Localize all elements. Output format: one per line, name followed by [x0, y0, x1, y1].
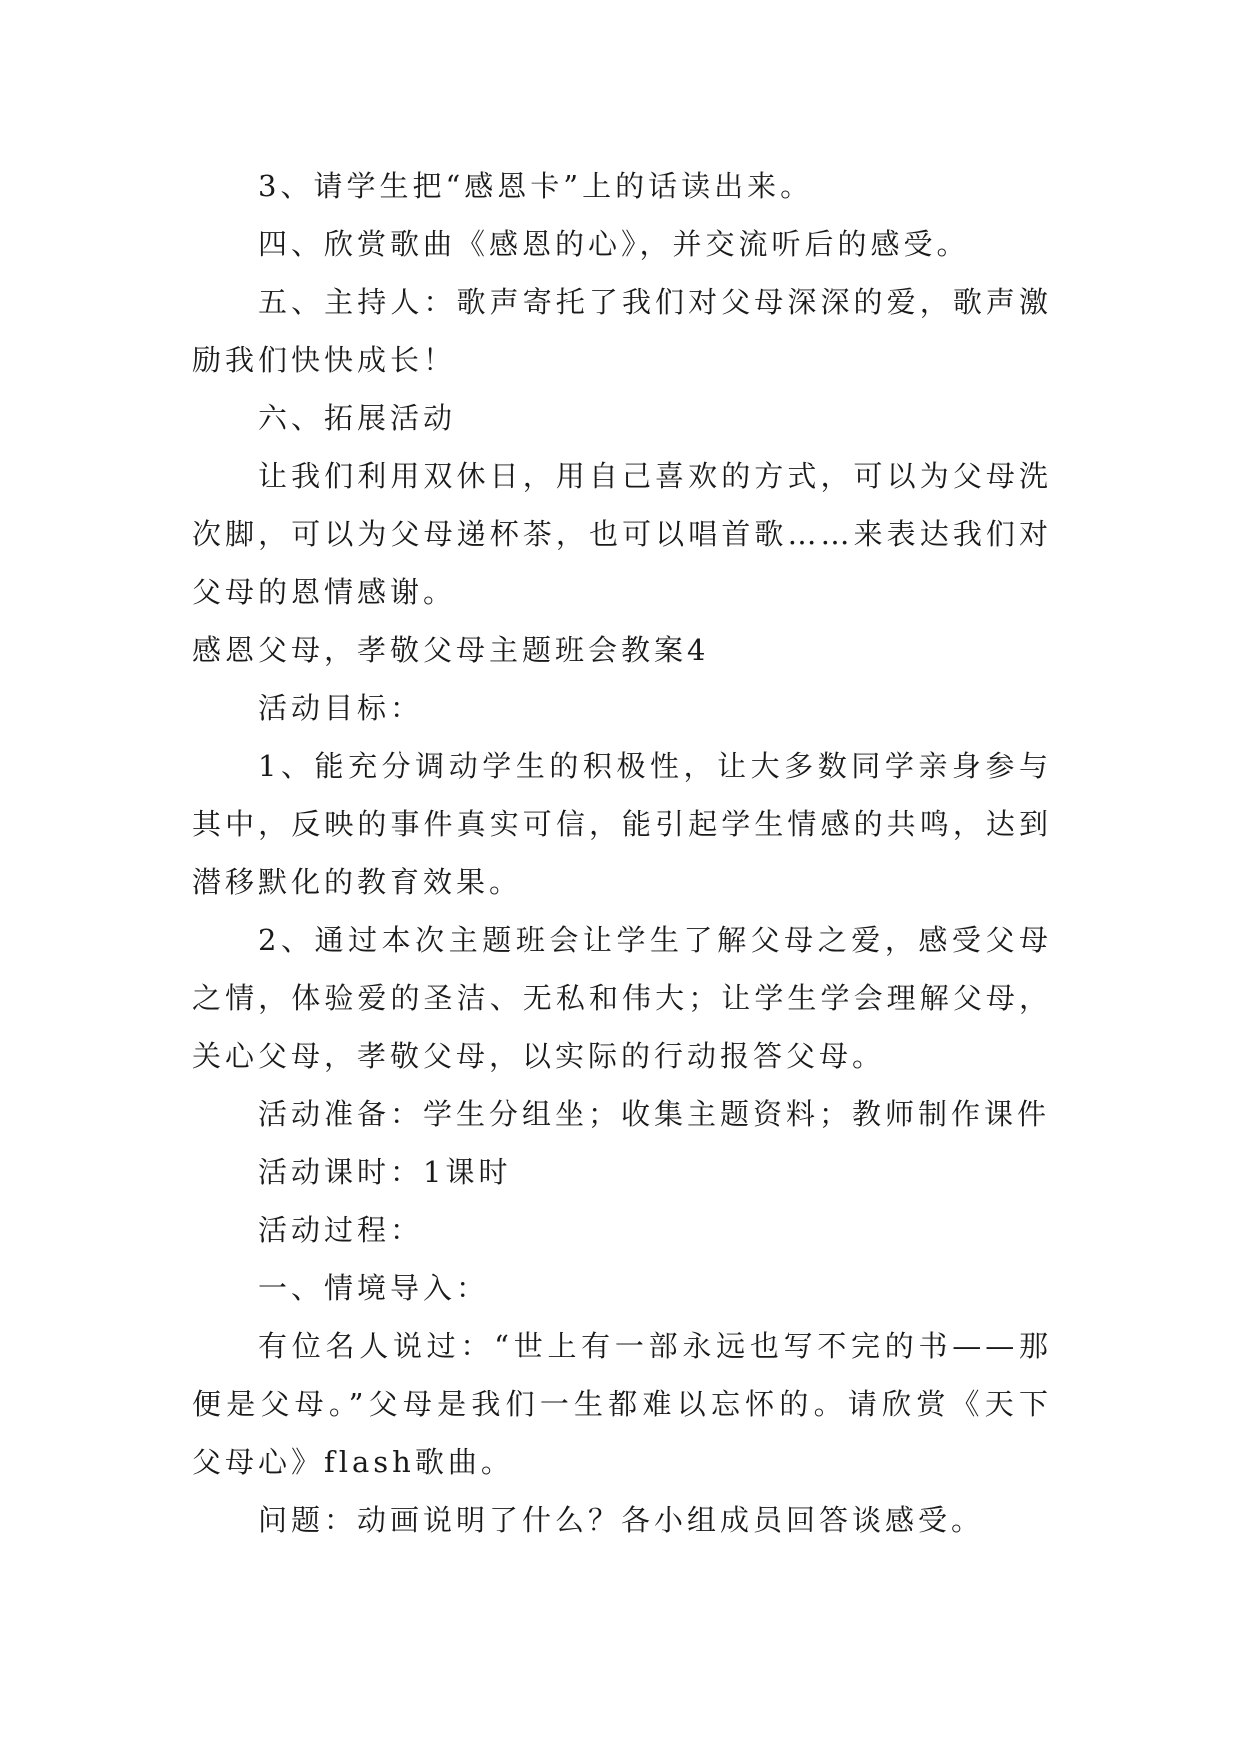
paragraph-question: 问题：动画说明了什么？各小组成员回答谈感受。	[258, 1503, 985, 1537]
paragraph-preparation: 活动准备：学生分组坐；收集主题资料；教师制作课件	[258, 1097, 1051, 1131]
paragraph-process-label: 活动过程：	[258, 1213, 424, 1247]
document-body	[192, 157, 1052, 1549]
paragraph-section-5: 五、主持人：歌声寄托了我们对父母深深的爱，歌声激励我们快快成长！	[192, 285, 1052, 377]
paragraph-goals-label: 活动目标：	[258, 691, 424, 725]
paragraph-step-intro-body: 有位名人说过：“世上有一部永远也写不完的书——那便是父母。”父母是我们一生都难以忘怀的。请欣赏《天下父母心》flash歌曲。	[192, 1329, 1052, 1479]
paragraph-section-4: 四、欣赏歌曲《感恩的心》，并交流听后的感受。	[258, 227, 970, 261]
paragraph-section-6-title: 六、拓展活动	[258, 401, 457, 435]
paragraph-duration: 活动课时：1课时	[258, 1155, 512, 1189]
paragraph-goal-2: 2、通过本次主题班会让学生了解父母之爱，感受父母之情，体验爱的圣洁、无私和伟大；让学生学会理解父母，关心父母，孝敬父母，以实际的行动报答父母。	[192, 923, 1052, 1073]
paragraph-step-3: 3、请学生把“感恩卡”上的话读出来。	[258, 169, 814, 203]
paragraph-step-intro-title: 一、情境导入：	[258, 1271, 490, 1305]
lesson-plan-4-title: 感恩父母，孝敬父母主题班会教案4	[192, 633, 710, 667]
paragraph-goal-1: 1、能充分调动学生的积极性，让大多数同学亲身参与其中，反映的事件真实可信，能引起学生情感的共鸣，达到潜移默化的教育效果。	[192, 749, 1052, 899]
paragraph-section-6-body: 让我们利用双休日，用自己喜欢的方式，可以为父母洗次脚，可以为父母递杯茶，也可以唱首歌……来表达我们对父母的恩情感谢。	[192, 459, 1052, 609]
